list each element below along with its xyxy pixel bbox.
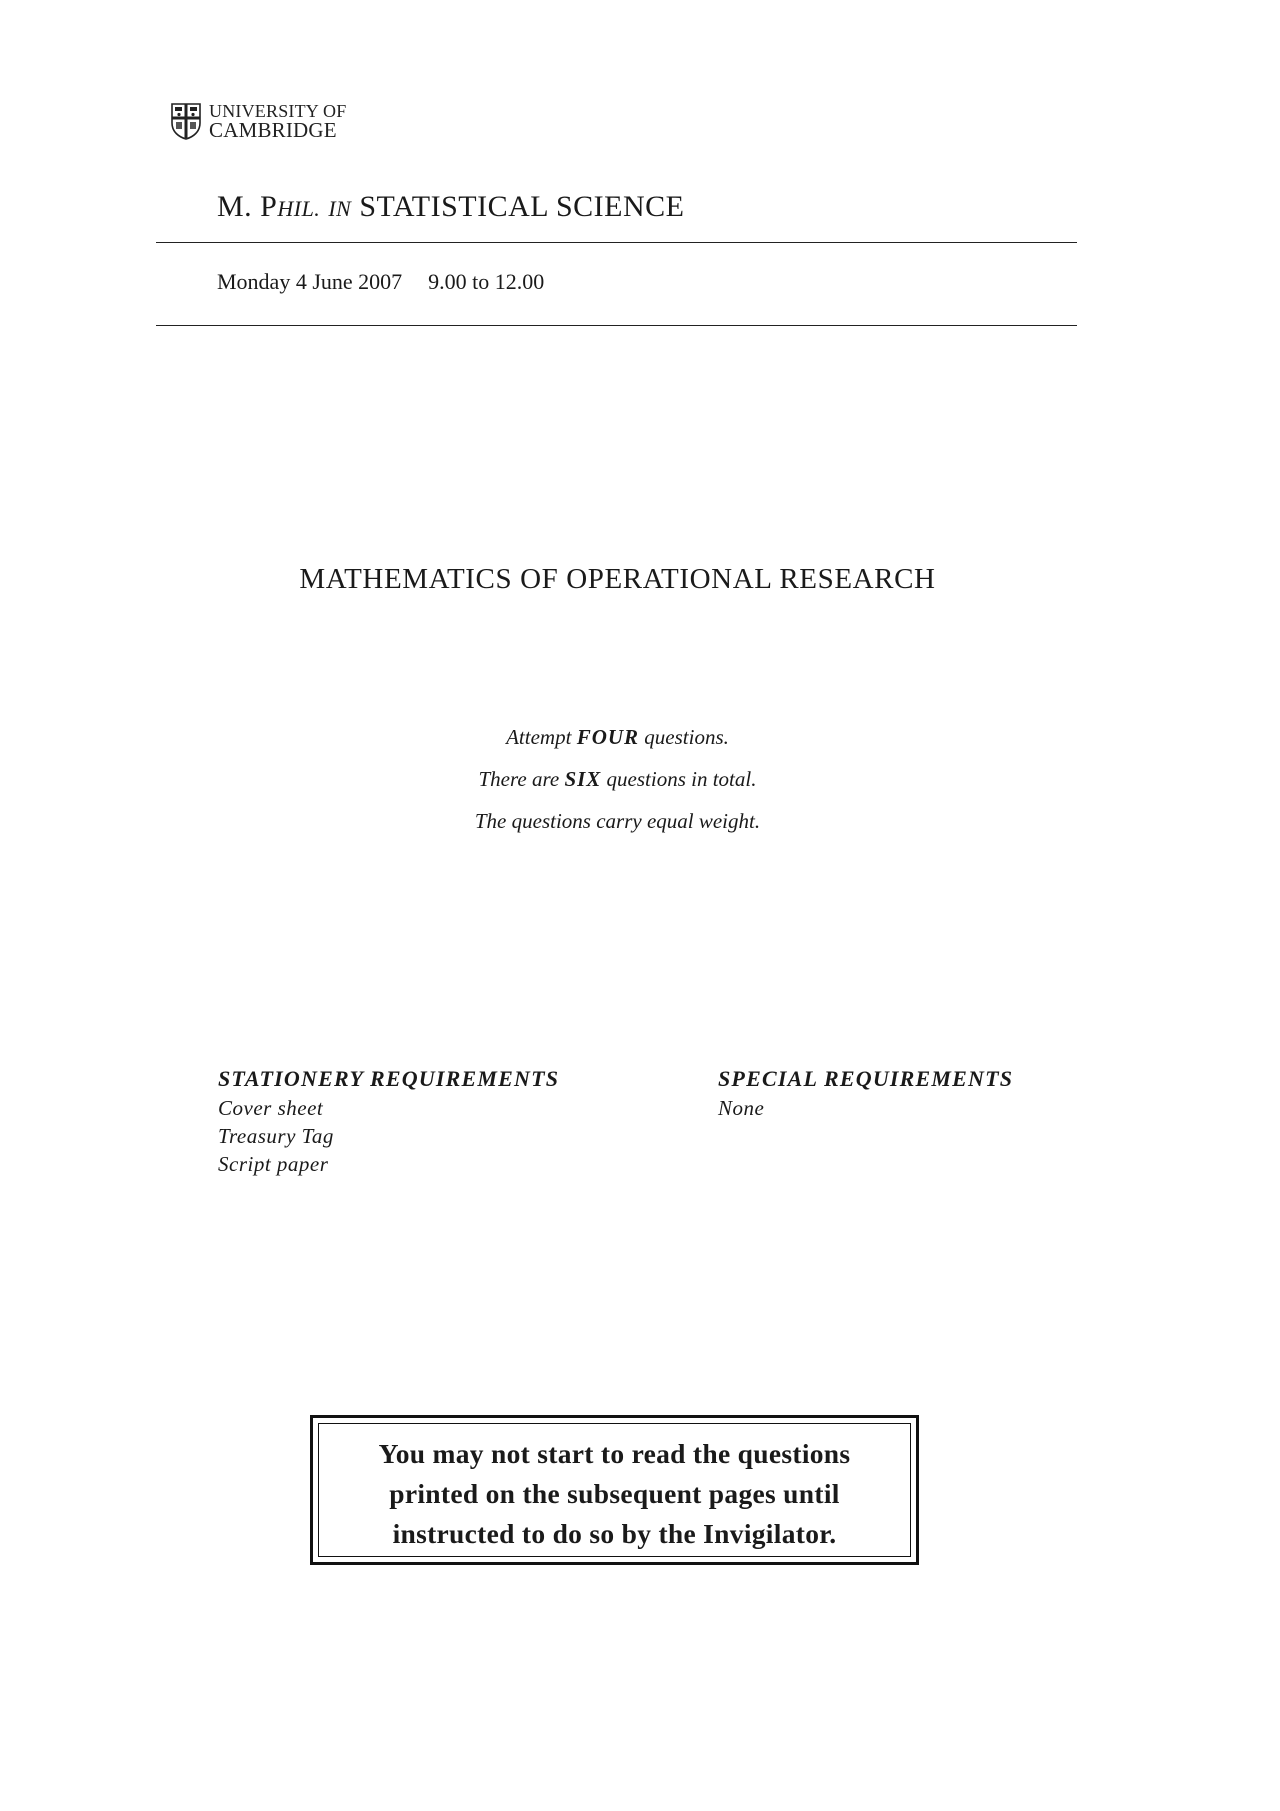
- logo-line-2: CAMBRIDGE: [209, 117, 337, 142]
- rubric-line-2-bold: SIX: [564, 767, 602, 791]
- header-divider-top: [156, 242, 1077, 243]
- paper-title: MATHEMATICS OF OPERATIONAL RESEARCH: [299, 563, 936, 595]
- rubric-line-2-pre: There are: [478, 767, 560, 791]
- exam-dateline: [217, 269, 544, 295]
- notice-line-3: instructed to do so by the Invigilator.: [392, 1518, 837, 1549]
- degree-subject: STATISTICAL SCIENCE: [359, 190, 685, 223]
- exam-time: 9.00 to 12.00: [428, 269, 545, 294]
- exam-date: Monday 4 June 2007: [217, 269, 403, 294]
- rubric-line-2: [0, 760, 1235, 802]
- degree-prefix: M. P: [217, 190, 278, 223]
- rubric-line-1-pre: Attempt: [506, 725, 572, 749]
- header-divider-bottom: [156, 325, 1077, 326]
- notice-line-2: printed on the subsequent pages until: [389, 1478, 840, 1509]
- special-requirements: [718, 1066, 1013, 1122]
- logo-line-1: UNIVERSITY OF: [209, 100, 347, 121]
- invigilator-notice-box: [310, 1415, 919, 1565]
- rubric-line-1-post: questions.: [644, 725, 729, 749]
- stationery-item: Treasury Tag: [218, 1124, 334, 1148]
- degree-hil: HIL.: [277, 196, 321, 221]
- stationery-item: Script paper: [218, 1152, 329, 1176]
- special-heading: SPECIAL REQUIREMENTS: [718, 1066, 1014, 1091]
- logo-wordmark: [209, 102, 346, 141]
- stationery-requirements: [218, 1066, 559, 1178]
- rubric-line-3: The questions carry equal weight.: [474, 809, 761, 833]
- exam-rubric: [0, 718, 1235, 844]
- special-item: None: [718, 1096, 765, 1120]
- stationery-item: Cover sheet: [218, 1096, 324, 1120]
- degree-title: [217, 190, 684, 224]
- university-logo: [171, 101, 346, 141]
- stationery-heading: STATIONERY REQUIREMENTS: [218, 1066, 560, 1091]
- rubric-line-1-bold: FOUR: [576, 725, 640, 749]
- degree-in: IN: [328, 196, 352, 221]
- university-crest-icon: [171, 103, 201, 140]
- notice-text: [313, 1434, 916, 1554]
- rubric-line-1: [0, 718, 1235, 760]
- rubric-line-2-post: questions in total.: [606, 767, 757, 791]
- notice-line-1: You may not start to read the questions: [378, 1438, 851, 1469]
